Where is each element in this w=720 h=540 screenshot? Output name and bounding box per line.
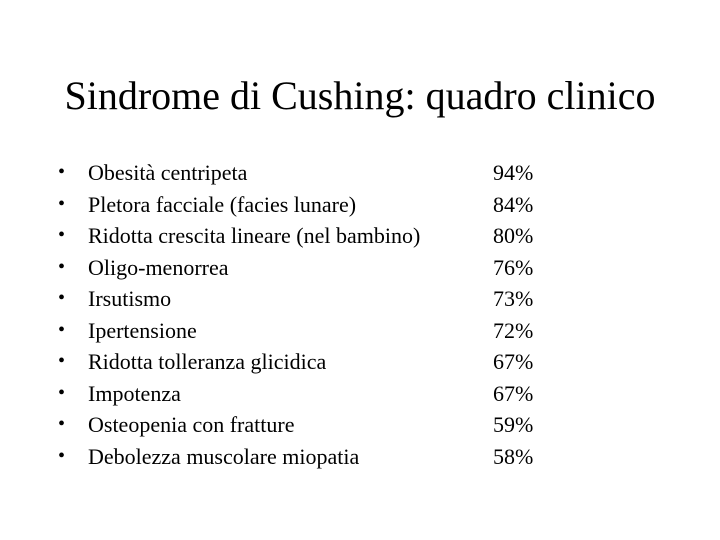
list-item (58, 157, 558, 189)
list-item (58, 346, 558, 378)
bullet-icon: • (58, 318, 66, 341)
bullet-icon: • (58, 381, 66, 404)
symptom-percentage: 72% (493, 317, 534, 343)
bullet-icon: • (58, 255, 66, 278)
bullet-icon: • (58, 161, 66, 183)
symptom-label: Oligo-menorrea (88, 254, 229, 280)
list-item (58, 409, 558, 441)
symptom-label: Pletora facciale (facies lunare) (88, 191, 357, 217)
symptom-percentage: 59% (493, 412, 534, 437)
symptom-label: Osteopenia con fratture (88, 412, 295, 437)
list-item (58, 441, 558, 473)
symptom-percentage: 94% (493, 160, 534, 185)
symptom-percentage: 67% (493, 349, 534, 374)
symptom-percentage: 76% (493, 254, 534, 280)
slide-title: Sindrome di Cushing: quadro clinico (64, 73, 656, 118)
bullet-icon: • (58, 287, 66, 309)
symptom-percentage: 84% (493, 191, 534, 217)
symptom-percentage: 73% (493, 286, 534, 311)
symptom-list (58, 157, 558, 472)
symptom-label: Ridotta tolleranza glicidica (88, 349, 327, 374)
symptom-percentage: 67% (493, 380, 534, 406)
symptom-label: Debolezza muscolare miopatia (88, 443, 360, 469)
symptom-percentage: 80% (493, 223, 534, 248)
bullet-icon: • (58, 224, 66, 246)
symptom-label: Impotenza (88, 380, 181, 406)
list-item (58, 378, 558, 410)
list-item (58, 283, 558, 315)
symptom-label: Irsutismo (88, 286, 172, 311)
symptom-label: Ridotta crescita lineare (nel bambino) (88, 223, 421, 248)
symptom-percentage: 58% (493, 443, 534, 469)
bullet-icon: • (58, 413, 66, 435)
bullet-icon: • (58, 350, 66, 372)
list-item (58, 315, 558, 347)
list-item (58, 220, 558, 252)
list-item (58, 252, 558, 284)
list-item (58, 189, 558, 221)
symptom-label: Obesità centripeta (88, 160, 248, 185)
symptom-label: Ipertensione (88, 317, 197, 343)
bullet-icon: • (58, 444, 66, 467)
bullet-icon: • (58, 192, 66, 215)
